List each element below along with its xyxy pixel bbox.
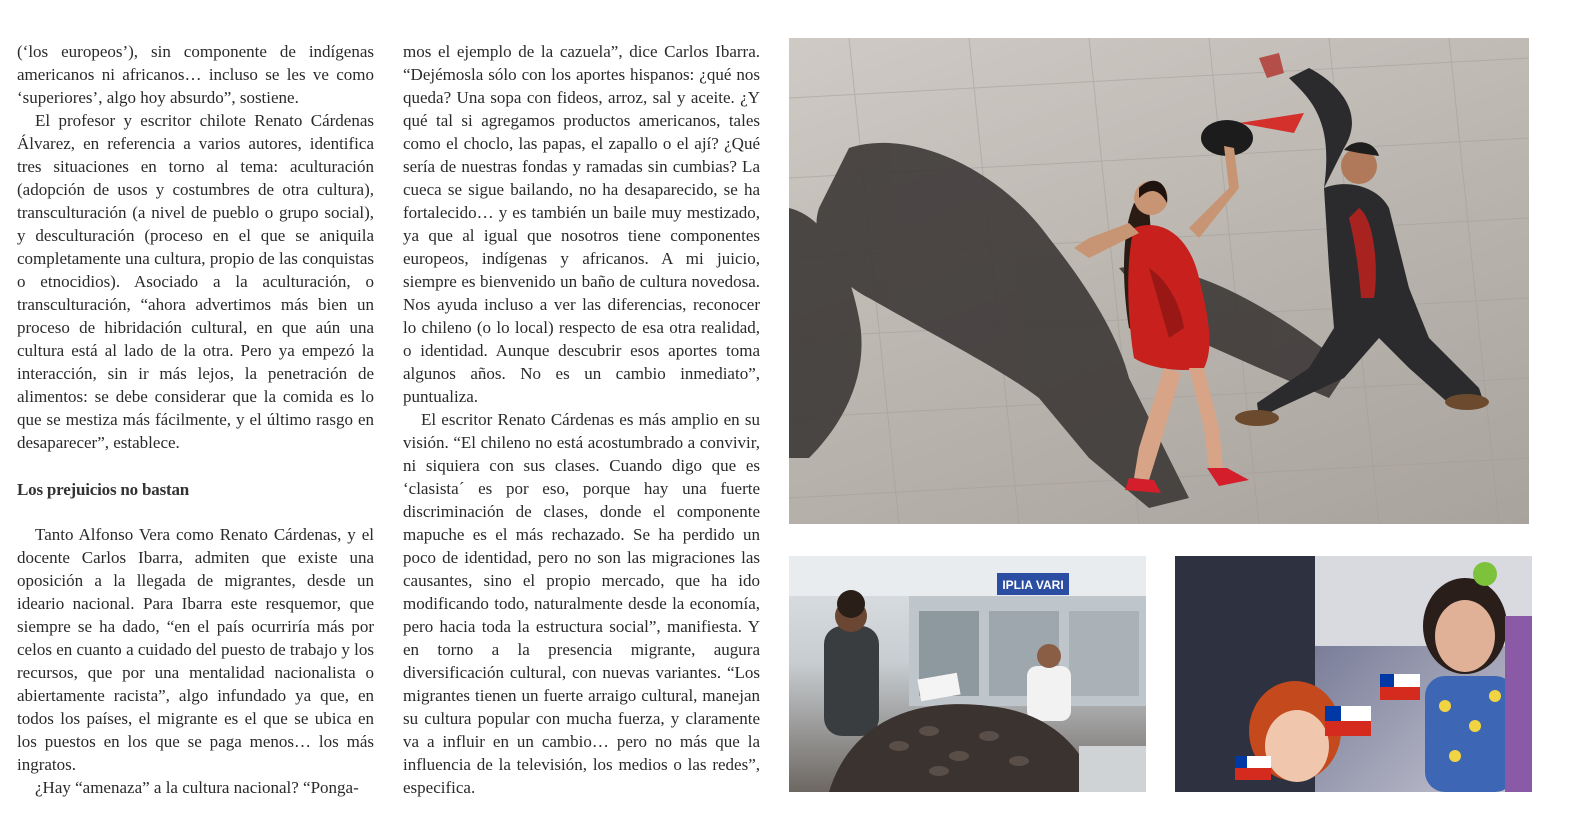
chilean-flag — [1325, 706, 1371, 736]
cueca-dancers-photo — [789, 38, 1529, 524]
cueca-dancers-illustration — [789, 38, 1529, 524]
hair-flower — [1473, 562, 1497, 586]
chilean-flag — [1380, 674, 1420, 700]
text-column-2 — [403, 40, 760, 799]
paragraph: ¿Hay “amenaza” a la cultura nacional? “Ponga- — [35, 778, 359, 797]
children-flags-photo — [1175, 556, 1532, 792]
fish-market-photo — [789, 556, 1146, 792]
children-flags-illustration — [1175, 556, 1532, 792]
paragraph: Tanto Alfonso Vera como Renato Cárdenas, y el docente Carlos Ibarra, admiten que existe una oposición a la llegada de migrantes, desde un ideario nacional. Para Ibarra este resquemor, que siempre se ha dado, “en el país ocurriría más por celos en cuanto a cuidado del puesto de trabajo y los recursos, que por una mentalidad nacionalista o abiertamente racista”, algo infundado ya que, en todos los países, el migrante es el que se ubica en los puestos en los que se paga menos… los más ingratos. — [17, 525, 374, 774]
market-sign-text: IPLIA VARI — [1002, 578, 1064, 592]
text-column-1 — [17, 40, 374, 799]
paragraph: (‘los europeos’), sin componente de indígenas americanos ni africanos… incluso se les ve como ‘superiores’, algo hoy absurdo”, sostiene. — [17, 42, 374, 107]
vendor-figure — [824, 626, 879, 736]
paragraph: El escritor Renato Cárdenas es más amplio en su visión. “El chileno no está acostumbrado a convivir, ni siquiera con sus clases. Cuando digo que es ‘clasista´ es por eso, porque hay una fuerte discriminación de clases, donde el componente mapuche es el más rechazado. Se ha perdido un poco de identidad, pero no son las migraciones las causantes, sino el propio mercado, que ha ido modificando todo, naturalmente desde la economía, pero hacia toda la estructura social”, manifiesta. Y en torno a la presencia migrante, augura diversificación cultural, con nuevas variantes. “Los migrantes tienen un fuerte arraigo cultural, manejan su cultura popular con mucha fuerza, y claramente va a influir en un cambio… pero no más que la influencia de la televisión, los medios o las redes”, especifica. — [403, 410, 760, 797]
fish-market-illustration — [789, 556, 1146, 792]
chilean-flag — [1235, 756, 1271, 780]
section-subheading: Los prejuicios no bastan — [17, 480, 190, 499]
paragraph: El profesor y escritor chilote Renato Cárdenas Álvarez, en referencia a varios autores, identifica tres situaciones en torno al tema: aculturación (adopción de usos y costumbres de otra cultura), transculturación (a nivel de pueblo o grupo social), y desculturación (proceso en el que se aniquila completamente una cultura, propio de las conquistas o etnocidios). Asociado a la aculturación, o transculturación, “ahora advertimos más bien un proceso de hibridación cultural, en que aún una cultura está al lado de la otra. Pero ya empezó la interacción, sin ir más lejos, la penetración de alimentos: se debe considerar que la comida es lo que se mestiza más fácilmente, y el último rasgo en desaparecer”, establece. — [17, 111, 374, 452]
paragraph: mos el ejemplo de la cazuela”, dice Carlos Ibarra. “Dejémosla sólo con los aportes hispanos: ¿qué nos queda? Una sopa con fideos, arroz, sal y aceite. ¿Y qué tal si agregamos productos americanos, tales como el choclo, las papas, el zapallo o el ají? ¿Qué sería de nuestras fondas y ramadas sin cumbias? La cueca se sigue bailando, no ha desaparecido, se ha fortalecido… y es también un baile muy mestizado, ya que al igual que nosotros tiene componentes europeos, indígenas y africanos. A mi juicio, siempre es bienvenido un baño de cultura novedosa. Nos ayuda incluso a ver las diferencias, reconocer lo chileno (o lo local) respecto de esa otra realidad, o identidad. Aunque descubrir esos aportes toma algunos años. No es un cambio inmediato”, puntualiza. — [403, 42, 760, 406]
